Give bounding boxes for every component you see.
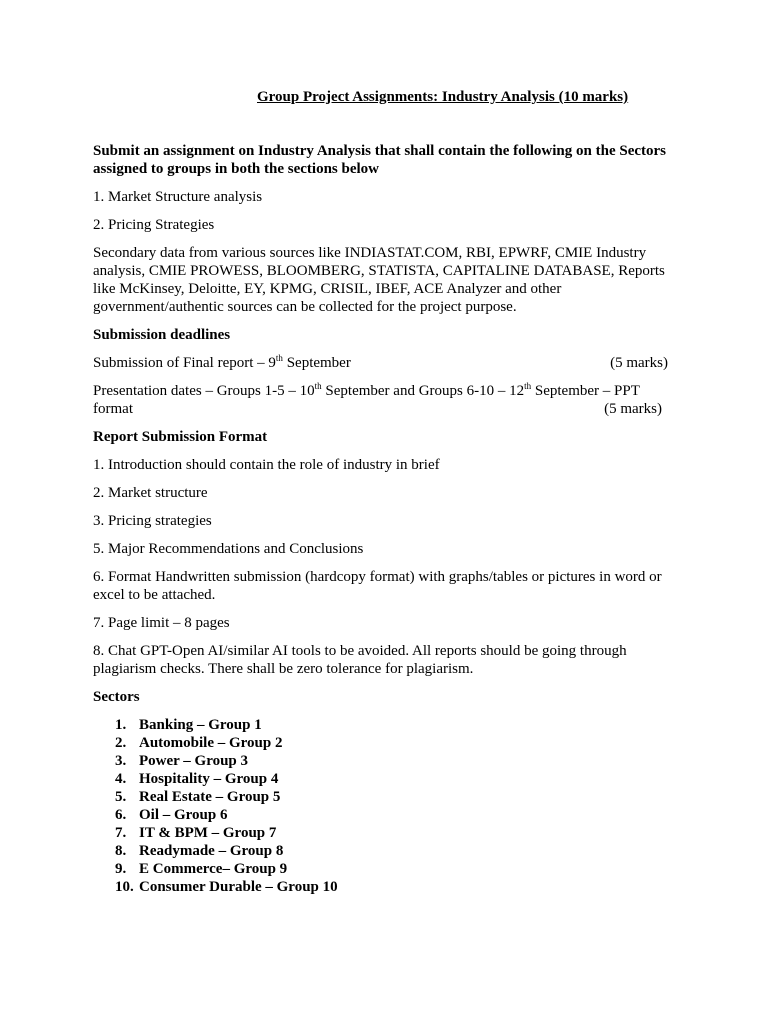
presentation-line-2 (93, 400, 668, 418)
format-item: 1. Introduction should contain the role of industry in brief (93, 457, 440, 473)
list-number: 2. (115, 735, 127, 751)
ordinal-suffix: th (314, 381, 322, 391)
presentation-line (93, 383, 646, 399)
sector-label: Consumer Durable – Group 10 (139, 879, 338, 895)
sector-label: Power – Group 3 (139, 753, 249, 769)
format-item: 3. Pricing strategies (93, 513, 212, 529)
list-number: 10. (115, 879, 134, 895)
sector-label: IT & BPM – Group 7 (139, 825, 277, 841)
presentation-marks: (5 marks) (604, 401, 662, 417)
format-item: 8. Chat GPT-Open AI/similar AI tools to be avoided. All reports should be going through plagiarism checks. There shall be zero tolerance for plagiarism. (93, 643, 627, 677)
ordinal-suffix: th (524, 381, 532, 391)
list-item (93, 842, 668, 860)
format-item: 6. Format Handwritten submission (hardcopy format) with graphs/tables or pictures in word or excel to be attached. (93, 569, 662, 603)
final-report-month: September (282, 355, 351, 371)
sector-label: Banking – Group 1 (139, 717, 262, 733)
data-sources-paragraph: Secondary data from various sources like INDIASTAT.COM, RBI, EPWRF, CMIE Industry analysis, CMIE PROWESS, BLOOMBERG, STATISTA, CAPITALINE DATABASE, Reports like McKinsey, Deloitte, EY, KPMG, CRISIL, IBEF, ACE Analyzer and other government/authentic sources can be collected for the project purpose. (93, 245, 665, 315)
format-item: 2. Market structure (93, 485, 208, 501)
format-item: 7. Page limit – 8 pages (93, 615, 230, 631)
format-heading: Report Submission Format (93, 429, 268, 445)
intro-text: Submit an assignment on Industry Analysis that shall contain the following on the Sectors assigned to groups in both the sections below (93, 143, 667, 177)
list-number: 9. (115, 861, 127, 877)
list-item (93, 752, 668, 770)
sector-label: Readymade – Group 8 (139, 843, 284, 859)
sectors-list (93, 716, 668, 896)
requirement-item: 1. Market Structure analysis (93, 189, 263, 205)
page-title: Group Project Assignments: Industry Analysis (10 marks) (257, 89, 629, 105)
sector-label: Hospitality – Group 4 (139, 771, 279, 787)
final-report-date: Submission of Final report – 9 (93, 355, 276, 371)
document-body (93, 142, 668, 896)
list-item (93, 878, 668, 896)
sector-label: Real Estate – Group 5 (139, 789, 281, 805)
presentation-text-b: September and Groups 6-10 – 12 (321, 383, 525, 399)
list-number: 8. (115, 843, 127, 859)
list-item (93, 716, 668, 734)
final-report-text (93, 354, 351, 372)
sector-label: Oil – Group 6 (139, 807, 228, 823)
presentation-format: format (93, 401, 133, 417)
list-number: 6. (115, 807, 127, 823)
presentation-text-c: September – PPT (531, 383, 640, 399)
requirement-item: 2. Pricing Strategies (93, 217, 215, 233)
list-item (93, 806, 668, 824)
sectors-heading: Sectors (93, 689, 140, 705)
list-number: 4. (115, 771, 127, 787)
list-item (93, 824, 668, 842)
sector-label: E Commerce– Group 9 (139, 861, 288, 877)
list-item (93, 788, 668, 806)
presentation-deadline (93, 382, 668, 418)
list-number: 3. (115, 753, 127, 769)
list-item (93, 770, 668, 788)
ordinal-suffix: th (275, 353, 283, 363)
final-report-deadline (93, 354, 668, 372)
deadlines-heading: Submission deadlines (93, 327, 231, 343)
list-number: 5. (115, 789, 127, 805)
presentation-text-a: Presentation dates – Groups 1-5 – 10 (93, 383, 315, 399)
final-report-marks: (5 marks) (610, 355, 668, 371)
list-item (93, 734, 668, 752)
sector-label: Automobile – Group 2 (139, 735, 283, 751)
list-item (93, 860, 668, 878)
list-number: 7. (115, 825, 127, 841)
format-item: 5. Major Recommendations and Conclusions (93, 541, 364, 557)
list-number: 1. (115, 717, 127, 733)
